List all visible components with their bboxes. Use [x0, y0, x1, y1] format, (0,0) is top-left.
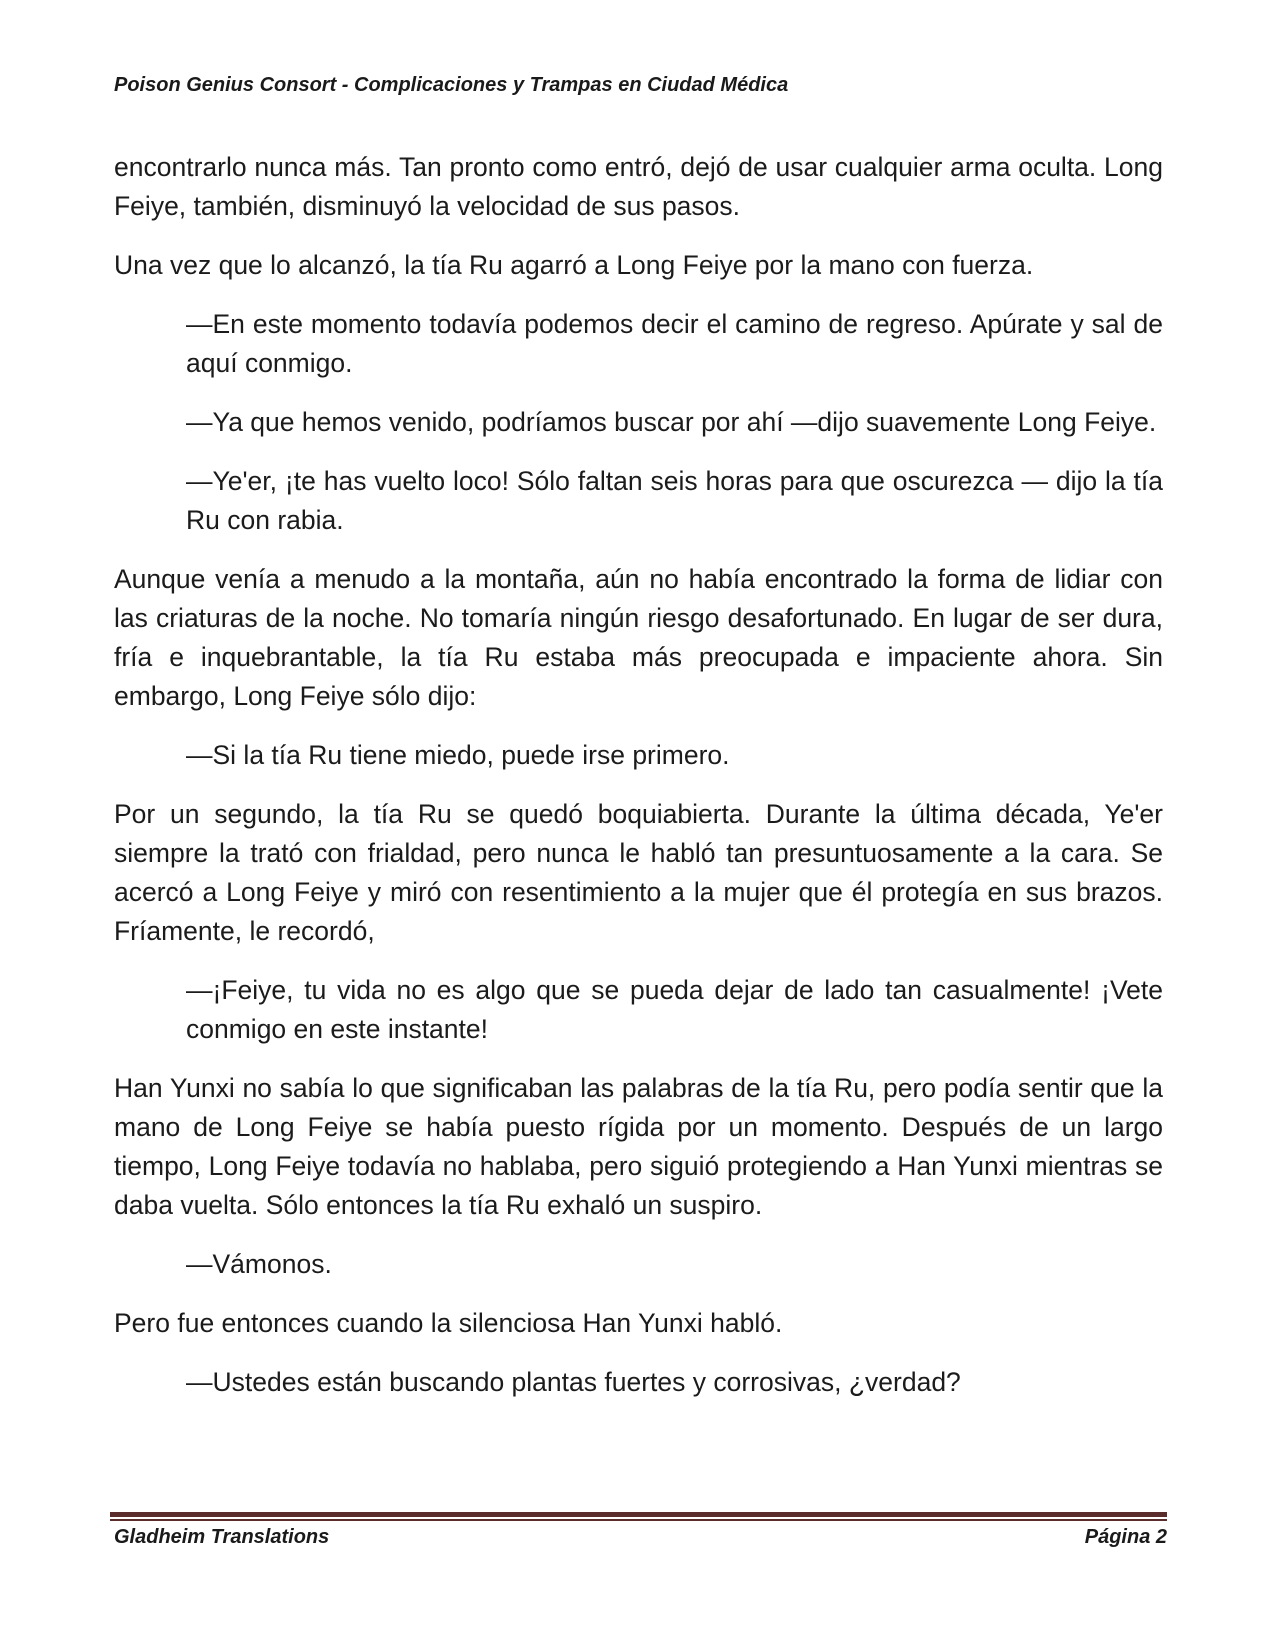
- dialogue-3: —Ya que hemos venido, podríamos buscar por ahí —dijo suavemente Long Feiye.: [186, 407, 1157, 437]
- footer-divider-thin-line: [110, 1519, 1167, 1521]
- paragraph-9: Han Yunxi no sabía lo que significaban las palabras de la tía Ru, pero podía sentir que la mano de Long Feiye se había puesto rígida por un momento. Después de un largo tiempo, Long Feiye todavía no hablaba, pero siguió protegiendo a Han Yunxi mientras se daba vuelta. Sólo entonces la tía Ru exhaló un suspiro.: [114, 1073, 1163, 1220]
- dialogue-6: —Si la tía Ru tiene miedo, puede irse primero.: [186, 740, 730, 770]
- paragraph-5: Aunque venía a menudo a la montaña, aún no había encontrado la forma de lidiar con las criaturas de la noche. No tomaría ningún riesgo desafortunado. En lugar de ser dura, fría e inquebrantable, la tía Ru estaba más preocupada e impaciente ahora. Sin embargo, Long Feiye sólo dijo:: [114, 564, 1163, 711]
- paragraph-1: Una vez que lo alcanzó, la tía Ru agarró a Long Feiye por la mano con fuerza.: [114, 250, 1034, 280]
- paragraph-11: Pero fue entonces cuando la silenciosa Han Yunxi habló.: [114, 1308, 783, 1338]
- footer-page-number: Página 2: [1084, 1526, 1167, 1548]
- paragraph-0: encontrarlo nunca más. Tan pronto como entró, dejó de usar cualquier arma oculta. Long Feiye, también, disminuyó la velocidad de sus pasos.: [114, 152, 1163, 221]
- footer-divider: [110, 1512, 1167, 1521]
- dialogue-2: —En este momento todavía podemos decir el camino de regreso. Apúrate y sal de aquí conmigo.: [186, 309, 1163, 378]
- document-body: [114, 148, 1163, 1422]
- paragraph-7: Por un segundo, la tía Ru se quedó boquiabierta. Durante la última década, Ye'er siempre la trató con frialdad, pero nunca le habló tan presuntuosamente a la cara. Se acercó a Long Feiye y miró con resentimiento a la mujer que él protegía en sus brazos. Fríamente, le recordó,: [114, 799, 1163, 946]
- dialogue-10: —Vámonos.: [186, 1249, 332, 1279]
- footer-divider-thick-line: [110, 1512, 1167, 1517]
- footer-publisher: Gladheim Translations: [114, 1526, 330, 1548]
- dialogue-8: —¡Feiye, tu vida no es algo que se pueda dejar de lado tan casualmente! ¡Vete conmigo en este instante!: [186, 975, 1163, 1044]
- dialogue-4: —Ye'er, ¡te has vuelto loco! Sólo faltan seis horas para que oscurezca — dijo la tía Ru con rabia.: [186, 466, 1163, 535]
- page-header-title: Poison Genius Consort - Complicaciones y Trampas en Ciudad Médica: [114, 74, 789, 96]
- dialogue-12: —Ustedes están buscando plantas fuertes y corrosivas, ¿verdad?: [186, 1367, 961, 1397]
